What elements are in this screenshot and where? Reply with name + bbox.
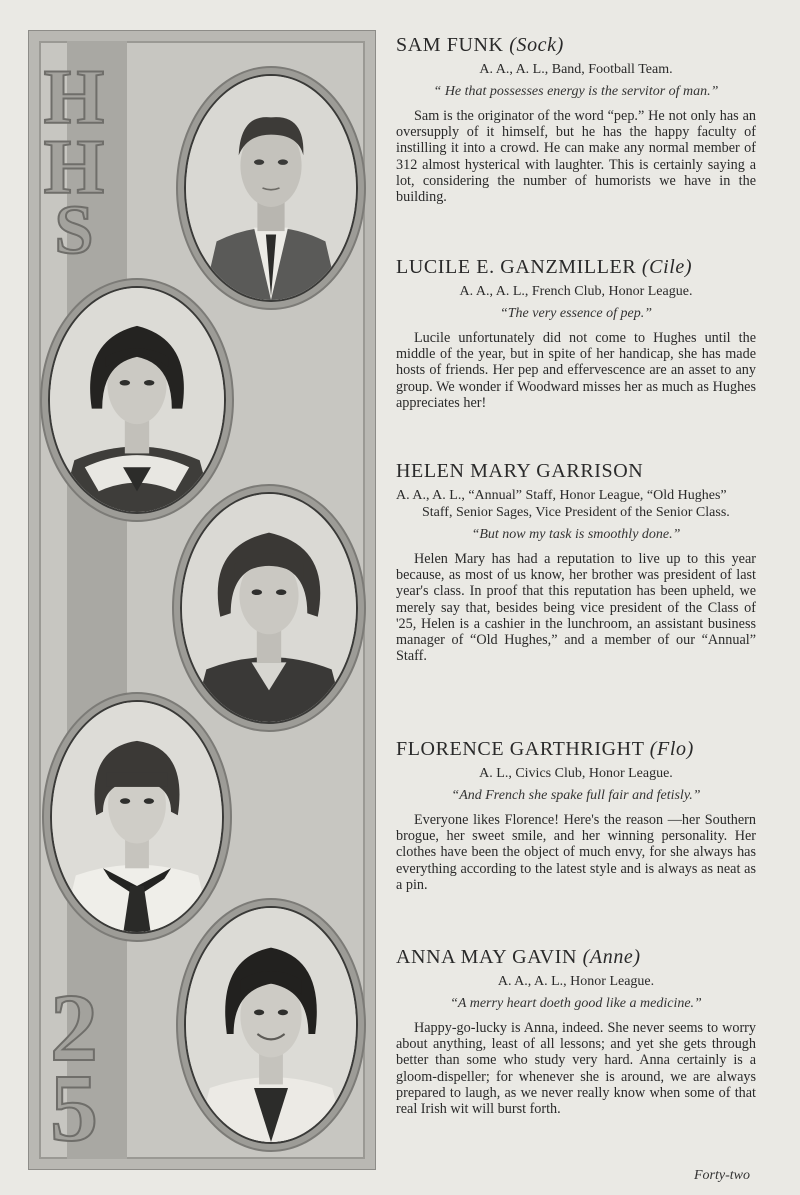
monogram-letter-h: H bbox=[43, 53, 105, 140]
monogram-letter-h: H bbox=[43, 123, 105, 210]
portrait-helen-mary-garrison bbox=[180, 492, 358, 724]
student-name bbox=[396, 460, 756, 483]
student-name-text: SAM FUNK bbox=[396, 34, 504, 56]
portrait-lucile-ganzmiller bbox=[48, 286, 226, 514]
student-nickname: (Anne) bbox=[582, 946, 641, 968]
student-bio: Lucile unfortunately did not come to Hughes until the middle of the year, but in spite of her handicap, she has made hosts of friends. Her pep and effervescence are an asset to any group. We wonder if Woodward misses her as much as Hughes appreciates her! bbox=[396, 330, 756, 411]
student-name bbox=[396, 256, 756, 279]
portrait-frame bbox=[42, 692, 232, 942]
student-activities: A. A., A. L., Honor League. bbox=[497, 974, 655, 989]
student-activities: A. L., Civics Club, Honor League. bbox=[479, 766, 673, 781]
portrait-sam-funk bbox=[184, 74, 358, 302]
year-digit-2: 2 bbox=[50, 974, 98, 1081]
student-nickname: (Cile) bbox=[641, 256, 693, 278]
senior-entry bbox=[396, 946, 756, 1117]
year-digit-5: 5 bbox=[50, 1054, 98, 1161]
student-bio: Sam is the originator of the word “pep.” He not only has an oversupply of it himself, but he has the happy faculty of instilling it into a crowd. He can make any normal member of 312 almost hysterical with laughter. This is certainly saying a lot, considering the number of humorists we have in the building. bbox=[396, 108, 756, 206]
student-name bbox=[396, 34, 756, 57]
student-activities: A. A., A. L., French Club, Honor League. bbox=[459, 284, 693, 299]
senior-entry bbox=[396, 256, 756, 411]
student-activities: A. A., A. L., “Annual” Staff, Honor League, “Old Hughes” Staff, Senior Sages, Vice President of the Senior Class. bbox=[396, 488, 730, 520]
student-name bbox=[396, 738, 756, 761]
portrait-florence-garthright bbox=[50, 700, 224, 934]
senior-entry bbox=[396, 34, 756, 205]
monogram-letter-s: S bbox=[54, 192, 94, 269]
portrait-frame bbox=[172, 484, 366, 732]
student-bio: Happy-go-lucky is Anna, indeed. She never seems to worry about anything, least of all lessons; and yet she gets through better than some who study very hard. Anna certainly is a gloom-dispeller; for whenever she is around, we are always prepared to laugh, as we never really know when some of that real Irish wit will burst forth. bbox=[396, 1020, 756, 1118]
senior-entry bbox=[396, 738, 756, 893]
page-number: Forty-two bbox=[694, 1168, 750, 1183]
student-name bbox=[396, 946, 756, 969]
student-name-text: LUCILE E. GANZMILLER bbox=[396, 256, 637, 278]
student-activities: A. A., A. L., Band, Football Team. bbox=[479, 62, 673, 77]
portrait-anna-may-gavin bbox=[184, 906, 358, 1144]
portrait-frame bbox=[40, 278, 234, 522]
senior-entry bbox=[396, 460, 756, 664]
portrait-frame bbox=[176, 898, 366, 1152]
student-quote: “The very essence of pep.” bbox=[499, 306, 653, 321]
student-quote: “A merry heart doeth good like a medicine.” bbox=[450, 996, 702, 1011]
student-quote: “ He that possesses energy is the servitor of man.” bbox=[433, 84, 719, 99]
student-name-text: ANNA MAY GAVIN bbox=[396, 946, 578, 968]
student-bio: Helen Mary has had a reputation to live up to this year because, as most of us know, her brother was president of last year's class. In proof that this reputation has been upheld, we merely say that, besides being vice president of the Class of '25, Helen is a cashier in the lunchroom, an assistant business manager of “Old Hughes,” and a member of our “Annual” Staff. bbox=[396, 551, 756, 665]
student-bio: Everyone likes Florence! Here's the reason —her Southern brogue, her sweet smile, and her winning personality. Her clothes have been the object of much envy, for she always has everything according to the latest style and is always as neat as a pin. bbox=[396, 812, 756, 893]
student-quote: “But now my task is smoothly done.” bbox=[471, 527, 681, 542]
student-nickname: (Flo) bbox=[649, 738, 694, 760]
student-nickname: (Sock) bbox=[509, 34, 564, 56]
student-quote: “And French she spake full fair and fetisly.” bbox=[451, 788, 701, 803]
student-name-text: HELEN MARY GARRISON bbox=[396, 460, 644, 482]
portrait-frame bbox=[176, 66, 366, 310]
student-name-text: FLORENCE GARTHRIGHT bbox=[396, 738, 645, 760]
